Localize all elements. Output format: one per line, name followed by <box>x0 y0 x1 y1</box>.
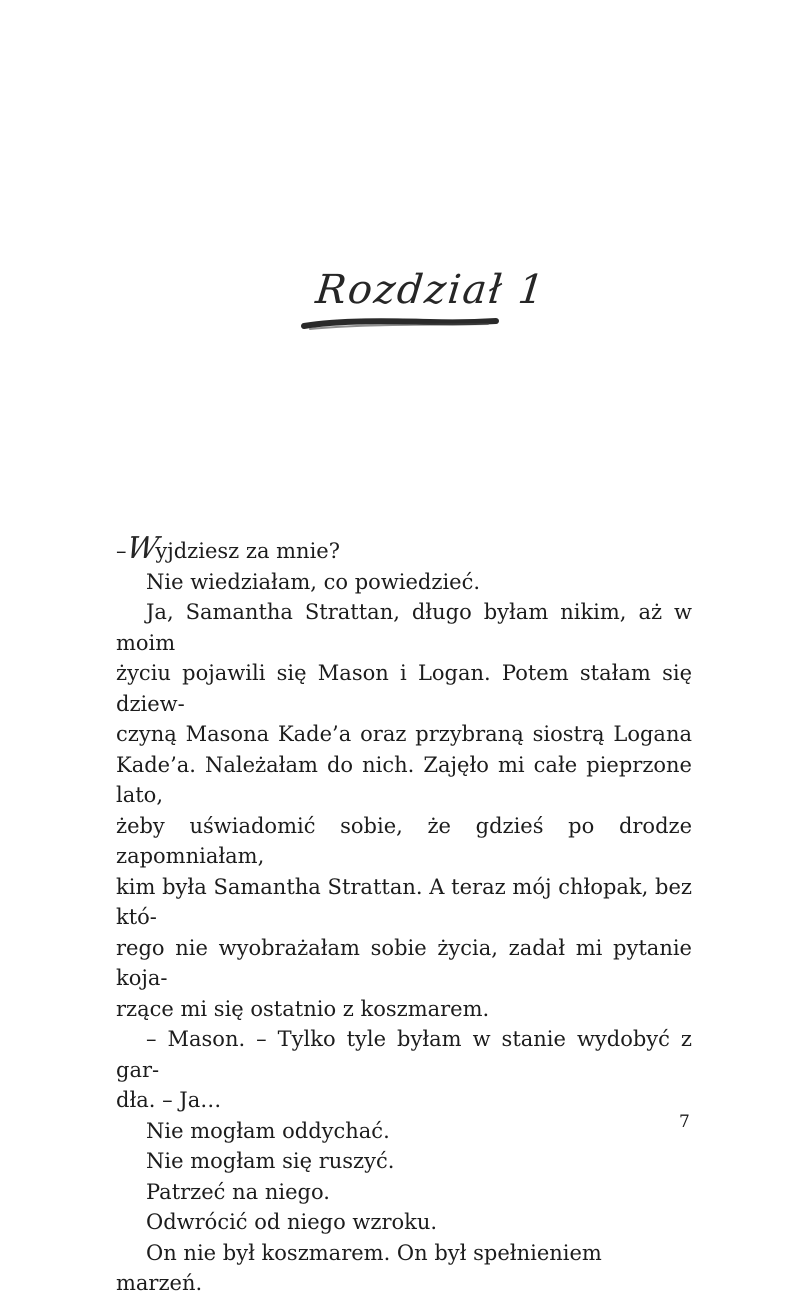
text-line: rzące mi się ostatnio z koszmarem. <box>116 996 490 1021</box>
paragraph: On nie był koszmarem. On był spełnieniem marzeń. <box>116 1240 602 1295</box>
text-line: życiu pojawili się Mason i Logan. Potem stałam się dziew- <box>116 661 692 716</box>
chapter-title: Rozdział 1 <box>313 267 549 313</box>
text-line: żeby uświadomić sobie, że gdzieś po drodze zapomniałam, <box>116 813 692 868</box>
paragraph-dialogue <box>116 1024 692 1116</box>
paragraph: Nie wiedziałam, co powiedzieć. <box>146 569 481 594</box>
paragraph-long <box>116 597 692 1024</box>
opening-line-text: yjdziesz za mnie? <box>155 539 340 563</box>
decorative-initial: W <box>123 531 161 566</box>
chapter-heading <box>300 262 549 342</box>
text-line: rego nie wyobrażałam sobie życia, zadał mi pytanie koja- <box>116 935 692 990</box>
chapter-title-underline <box>300 312 500 336</box>
paragraph: Odwrócić od niego wzroku. <box>146 1210 438 1234</box>
page-number: 7 <box>679 1112 690 1132</box>
paragraph: Nie mogłam się ruszyć. <box>146 1149 395 1173</box>
opening-dash: – <box>116 539 127 563</box>
text-line: Kade’a. Należałam do nich. Zajęło mi całe pieprzone lato, <box>116 752 692 807</box>
text-line: Ja, Samantha Strattan, długo byłam nikim, aż w moim <box>116 600 692 655</box>
text-line: – Mason. – Tylko tyle byłam w stanie wydobyć z gar- <box>116 1027 692 1082</box>
chapter-body <box>116 531 692 1299</box>
text-line: czyną Masona Kade’a oraz przybraną siostrą Logana <box>116 722 692 746</box>
text-line: dła. – Ja… <box>116 1088 222 1112</box>
text-line: kim była Samantha Strattan. A teraz mój chłopak, bez któ- <box>116 874 692 929</box>
paragraph: Patrzeć na niego. <box>146 1179 330 1204</box>
paragraph-opening <box>116 531 692 567</box>
paragraph: Nie mogłam oddychać. <box>146 1118 390 1143</box>
